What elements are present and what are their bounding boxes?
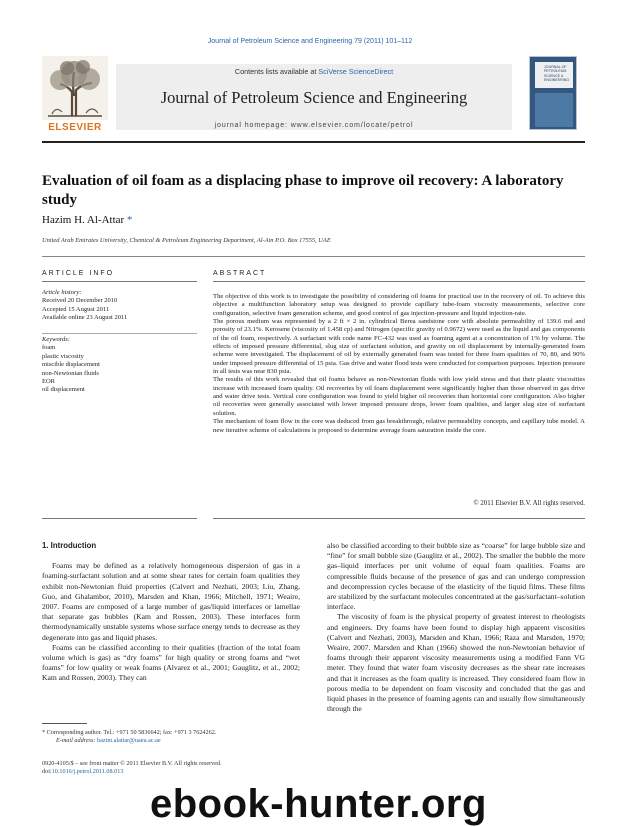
email-label: E-mail address: [56, 737, 98, 744]
body-paragraph: also be classified according to their bubble size as “coarse” for large bubble size and “fine” for small bubble size (Gauglitz et al., 2002). The smaller the bubble the more gas–liquid interfaces per unit volume of equal foam qualities. Foams are compressible fluids because of the presence of gas and can undergo compression and decompression cycles because of the elasticity of the liquid films. These films are stabilized by the surfactant molecules concentrated at the gas/surfactant–solution interface. [327, 541, 585, 612]
email-line [42, 737, 300, 745]
tree-icon [42, 56, 108, 120]
journal-citation[interactable]: Journal of Petroleum Science and Engineering 79 (2011) 101–112 [207, 38, 413, 45]
doi-link[interactable]: 10.1016/j.petrol.2011.08.013 [51, 768, 124, 775]
keyword-item: non-Newtonian fluids [42, 369, 99, 377]
elsevier-wordmark: ELSEVIER [48, 122, 102, 133]
journal-homepage[interactable]: journal homepage: www.elsevier.com/locate/petrol [214, 122, 414, 129]
doi-line [42, 768, 342, 776]
history-accepted: Accepted 15 August 2011 [42, 305, 110, 313]
body-column-right [327, 541, 585, 714]
contents-prefix: Contents lists available at [234, 67, 319, 76]
abstract-body [213, 293, 585, 435]
doi-label: doi: [42, 768, 52, 775]
article-info-heading: ARTICLE INFO [42, 270, 115, 277]
author-name: Hazim H. Al-Attar [42, 214, 125, 226]
history-received: Received 20 December 2010 [42, 297, 118, 305]
body-paragraph: Foams may be defined as a relatively homogeneous dispersion of gas in a foaming-surfactant solution and at some shear rates for certain foam qualities they exhibit non-Newtonian fluid properties (Calvert and Nezhati, 2003; Liu, Zhang, Guo, and Ghalambor, 2010), Marsden and Khan, 1966; Mitchell, 1971; Weaire, 2007. Foams are composed of a large number of gas/liquid interfaces or lamellae that separate gas bubbles (Kam and Rossen, 2003). These interfaces form thermodynamically unstable systems whose surface energy tends to decrease as they degenerate into gas and liquid phases. [42, 561, 300, 642]
keyword-item: foam [42, 344, 56, 352]
abstract-paragraph: The mechanism of foam flow in the core was deduced from gas breakthrough, relative permeability concepts, and capillary tube model. A new iterative scheme of calculations is proposed to determine average foam saturation inside the core. [213, 418, 585, 434]
history-label: Article history: [42, 289, 82, 296]
corresponding-author-note: * Corresponding author. Tel.: +971 50 5836642; fax: +971 3 7624262. [42, 729, 217, 736]
article-info-rule [42, 281, 197, 282]
sciencedirect-link[interactable]: SciVerse ScienceDirect [318, 67, 394, 76]
copyright-notice: © 2011 Elsevier B.V. All rights reserved. [473, 500, 585, 507]
abstract-paragraph: The results of this work revealed that oil foams behave as non-Newtonian fluids with low yield stress and that their plastic viscosities increase with increased foam quality. Oil recoveries by oil foam displacement were significantly higher than those observed in gas drive and water drive tests. Vertical core configuration was found to yield higher oil recoveries than horizontal core configuration. Also higher oil recoveries were generally associated with lower imposed pressure drops, lower foam qualities, and larger slug size of surfactant solution. [213, 376, 585, 417]
cover-image-panel [535, 93, 573, 127]
abstract-paragraph: The porous medium was represented by a 2 ft × 2 in. cylindrical Berea sandstone core with absolute permeability of 139.6 md and porosity of 23.1%. Kerosene (viscosity of 1.458 cp) and Nitrogen (specific gravity of 0.9672) were used as the liquid and gas components of the oil foam, respectively. A surfactant with code name FC-432 was used as foaming agent at a concentration of 1% by volume. The effects of imposed pressure differential, slug size of surfactant solution, and gravity on oil displacement by internally-generated foam scheme were investigated. The displacement of oil by externally generated foam was tested for three foam qualities of 70, 80, and 90% under imposed pressure differential of 15 psia. Gas drive and water flood tests were conducted for comparison purposes. Injection pressure in all tests was near 830 psia. [213, 318, 585, 376]
keywords-label: Keywords: [42, 336, 70, 343]
issn-line: 0920-4105/$ – see front matter © 2011 Elsevier B.V. All rights reserved. [42, 760, 222, 767]
watermark-text: ebook-hunter.org [150, 782, 487, 826]
footnote-rule [42, 723, 87, 724]
keywords-block [42, 336, 100, 395]
body-paragraph: The viscosity of foam is the physical property of greatest interest to rheologists and engineers. Dry foams have been found to display high apparent viscosities (Calvert and Nezhati, 2003), Marsden and Khan, 1966; Raza and Marsden, 1970; Weaire, 2007. Marsden and Khan (1966) showed the non-Newtonian behavior of foams through their apparent viscosity measurements using a modified Fann VG meter. They found that water foam viscosity decreases as the shear rate increases and that it increases as the foam quality is increased. They considered foam flow in porous media to be dependent on foam viscosity and concluded that the gas and liquid phases in the presence of foaming agents can and usually flow simultaneously through the [327, 612, 585, 714]
keyword-item: EOR [42, 378, 55, 386]
title-rule [42, 256, 585, 257]
email-link[interactable]: hazim.alattar@uaeu.ac.ae [97, 737, 161, 744]
journal-cover-thumbnail[interactable] [529, 56, 577, 130]
article-history [42, 289, 127, 323]
abstract-bottom-rule [213, 518, 585, 519]
article-info-bottom-rule [42, 518, 197, 519]
issn-block [42, 760, 342, 776]
abstract-heading: ABSTRACT [213, 270, 267, 277]
header-rule [42, 141, 585, 143]
footnote [42, 729, 300, 745]
history-online: Available online 23 August 2011 [42, 314, 128, 322]
journal-title: Journal of Petroleum Science and Engineering [160, 88, 468, 107]
author-line [42, 214, 132, 226]
journal-masthead [42, 54, 578, 136]
abstract-rule [213, 281, 585, 282]
contents-line [116, 67, 512, 76]
article-title: Evaluation of oil foam as a displacing phase to improve oil recovery: A laboratory study [42, 173, 564, 208]
body-paragraph: Foams can be classified according to their qualities (fraction of the total foam volume which is gas) as “dry foams” for high quality or strong foams and “wet foams” for low quality or weak foams (Alvarez et al., 2001; Gauglitz, et al., 2002; Kam and Rossen, 2003). They can [42, 642, 300, 683]
keyword-item: oil displacement [42, 386, 85, 394]
abstract-paragraph: The objective of this work is to investigate the possibility of considering oil foams for practical use in the recovery of oil. To achieve this objective a multifunction laboratory setup was designed to provide capillary tube-foam viscosity measurements, selective core configuration, selective foam generation scheme, and good control of gas injection-pressure and liquid injection-rate. [213, 293, 585, 317]
body-column-left [42, 541, 300, 684]
keyword-item: plastic viscosity [42, 352, 84, 360]
keyword-item: miscible displacement [42, 361, 100, 369]
corresponding-author-mark[interactable]: * [126, 214, 133, 226]
keywords-rule [42, 333, 197, 334]
section-heading: 1. Introduction [42, 541, 97, 550]
elsevier-logo[interactable] [42, 56, 108, 136]
author-affiliation: United Arab Emirates University, Chemical & Petroleum Engineering Department, Al-Ain P.O. Box 17555, UAE [42, 237, 331, 244]
cover-title: JOURNAL OF PETROLEUM SCIENCE & ENGINEERING [544, 65, 570, 82]
